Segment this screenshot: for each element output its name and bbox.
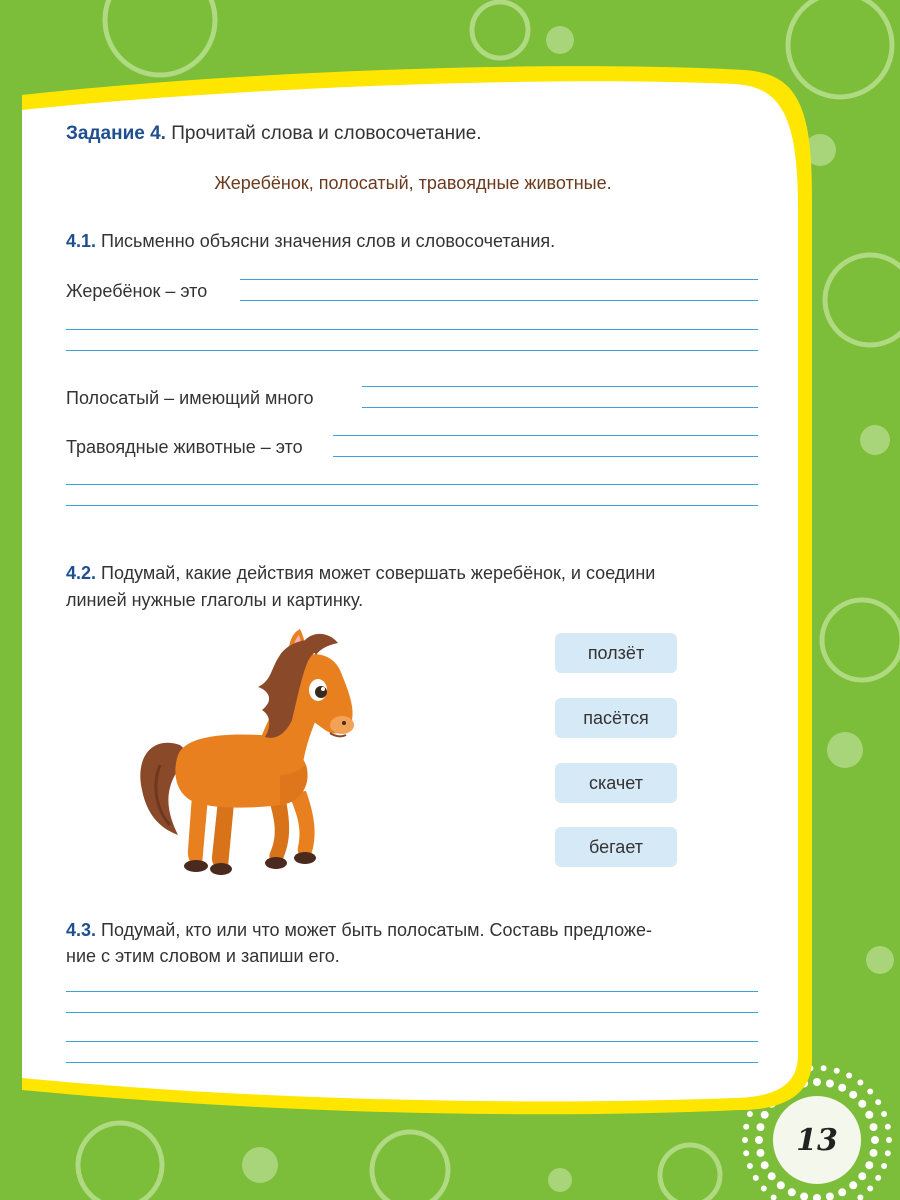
answer-line[interactable] <box>66 1012 758 1013</box>
foal-illustration[interactable] <box>130 625 360 880</box>
subtask-4-2-line2: линией нужные глаголы и картинку. <box>66 590 364 610</box>
answer-line[interactable] <box>66 350 758 351</box>
task-instruction: Прочитай слова и словосочетание. <box>171 123 482 144</box>
subtask-text: Письменно объясни значения слов и словосочетания. <box>101 231 556 251</box>
task-heading <box>66 123 482 145</box>
subtask-4-3-line1 <box>66 920 652 941</box>
answer-line[interactable] <box>362 386 758 387</box>
answer-line[interactable] <box>66 1062 758 1063</box>
word-list: Жеребёнок, полосатый, травоядные животные. <box>214 173 612 193</box>
verb-option-runs[interactable]: бегает <box>555 827 677 867</box>
answer-line[interactable] <box>66 329 758 330</box>
answer-line[interactable] <box>333 456 758 457</box>
answer-line[interactable] <box>240 279 758 280</box>
verb-option-grazes[interactable]: пасётся <box>555 698 677 738</box>
subtask-number: 4.1. <box>66 231 97 251</box>
answer-line[interactable] <box>66 484 758 485</box>
answer-line[interactable] <box>66 991 758 992</box>
answer-line[interactable] <box>66 1041 758 1042</box>
subtask-text: Подумай, какие действия может совершать жеребёнок, и соедини <box>101 563 656 583</box>
page-number: 13 <box>796 1122 838 1158</box>
answer-label-foal: Жеребёнок – это <box>66 281 208 301</box>
task-number: Задание 4. <box>66 123 166 144</box>
subtask-4-3-line2: ние с этим словом и запиши его. <box>66 946 340 966</box>
subtask-4-2-line1 <box>66 563 655 584</box>
answer-line[interactable] <box>362 407 758 408</box>
subtask-number: 4.2. <box>66 563 97 583</box>
answer-line[interactable] <box>333 435 758 436</box>
answer-line[interactable] <box>66 505 758 506</box>
verb-option-crawls[interactable]: ползёт <box>555 633 677 673</box>
verb-option-gallops[interactable]: скачет <box>555 763 677 803</box>
subtask-text: Подумай, кто или что может быть полосатым. Составь предложе- <box>101 920 652 940</box>
answer-label-striped: Полосатый – имеющий много <box>66 388 314 408</box>
subtask-4-1-heading <box>66 231 555 252</box>
subtask-number: 4.3. <box>66 920 97 940</box>
answer-label-herbivores: Травоядные животные – это <box>66 437 303 457</box>
answer-line[interactable] <box>240 300 758 301</box>
